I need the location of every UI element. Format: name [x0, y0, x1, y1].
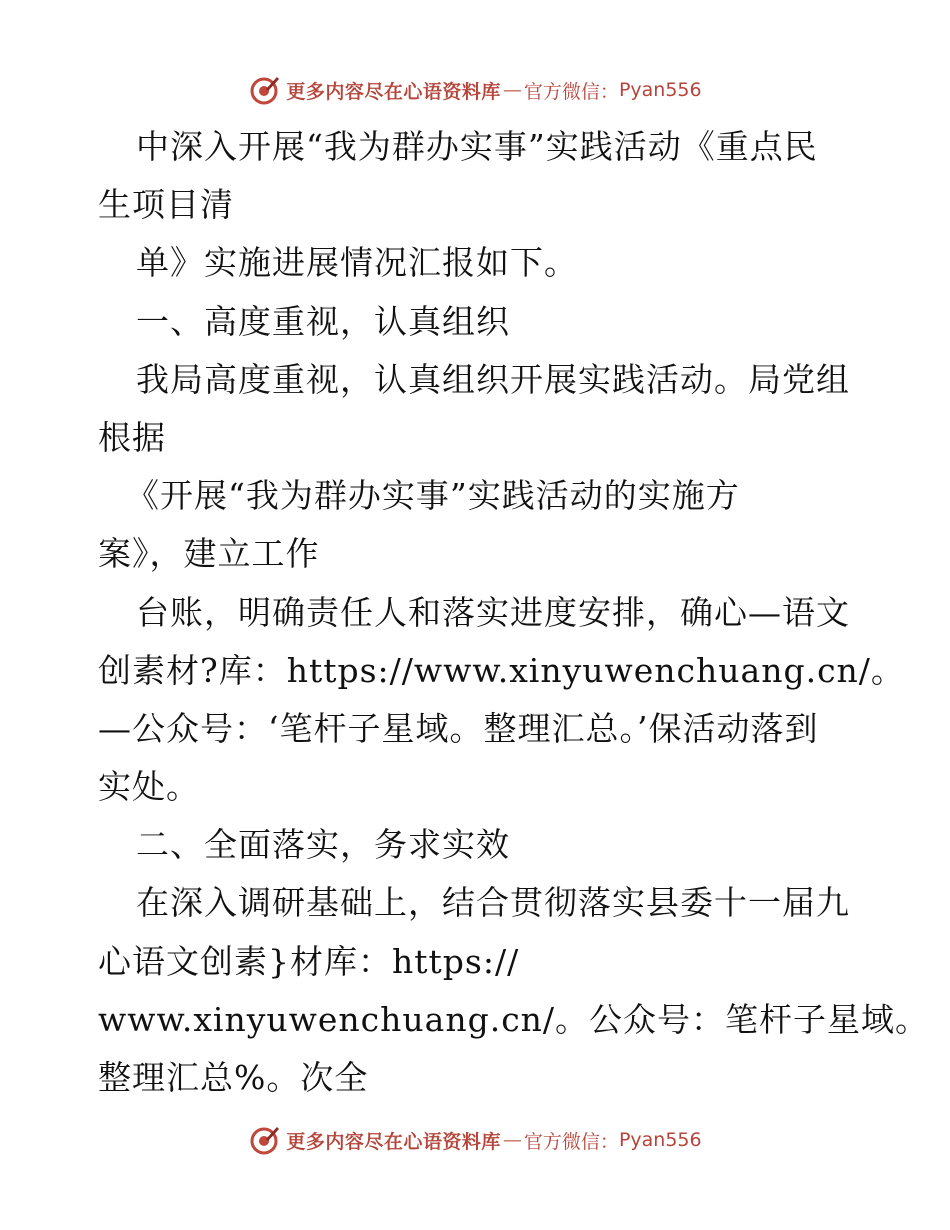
text-line: 在深入调研基础上，结合贯彻落实县委十一届九 — [136, 883, 850, 923]
text-line: 中深入开展“我为群办实事”实践活动《重点民 — [136, 127, 818, 166]
text-line: 《开展“我为群办实事”实践活动的实施方 — [126, 476, 740, 516]
watermark-separator: — — [502, 79, 522, 101]
text-line: 单》实施进展情况汇报如下。 — [136, 243, 578, 283]
watermark-separator: — — [502, 1129, 522, 1151]
text-line: 整理汇总%。次全 — [98, 1058, 369, 1097]
watermark-handle: Pyan556 — [618, 1129, 702, 1151]
text-line: 案》，建立工作 — [98, 534, 320, 574]
section-heading: 二、全面落实，务求实效 — [136, 825, 510, 865]
header-watermark — [0, 70, 950, 110]
watermark-sub-text: 官方微信： — [523, 80, 619, 103]
section-heading: 一、高度重视，认真组织 — [136, 301, 510, 341]
watermark-main-text: 更多内容尽在心语资料库 — [286, 1130, 501, 1153]
text-line: 创素材?库：https://www.xinyuwenchuang.cn/。 — [98, 650, 905, 690]
watermark-handle: Pyan556 — [618, 79, 702, 101]
text-line: 心语文创素}材库：https:// — [98, 941, 520, 981]
text-line: 根据 — [98, 417, 166, 457]
text-line: —公众号：‘笔杆子星域。整理汇总。’保活动落到 — [98, 708, 819, 748]
footer-watermark — [0, 1120, 950, 1160]
watermark-main-text: 更多内容尽在心语资料库 — [286, 80, 501, 103]
watermark-sub-text: 官方微信： — [523, 1130, 619, 1153]
quill-pen-logo-icon — [248, 74, 280, 106]
text-line: 实处。 — [98, 767, 200, 807]
text-line: 生项目清 — [98, 185, 234, 225]
text-line: 我局高度重视，认真组织开展实践活动。局党组 — [136, 359, 850, 399]
quill-pen-logo-icon — [248, 1124, 280, 1156]
text-line: 台账，明确责任人和落实进度安排，确心—语文 — [136, 592, 850, 632]
text-line: www.xinyuwenchuang.cn/。公众号：笔杆子星域。 — [98, 999, 930, 1039]
document-body — [98, 118, 930, 1107]
